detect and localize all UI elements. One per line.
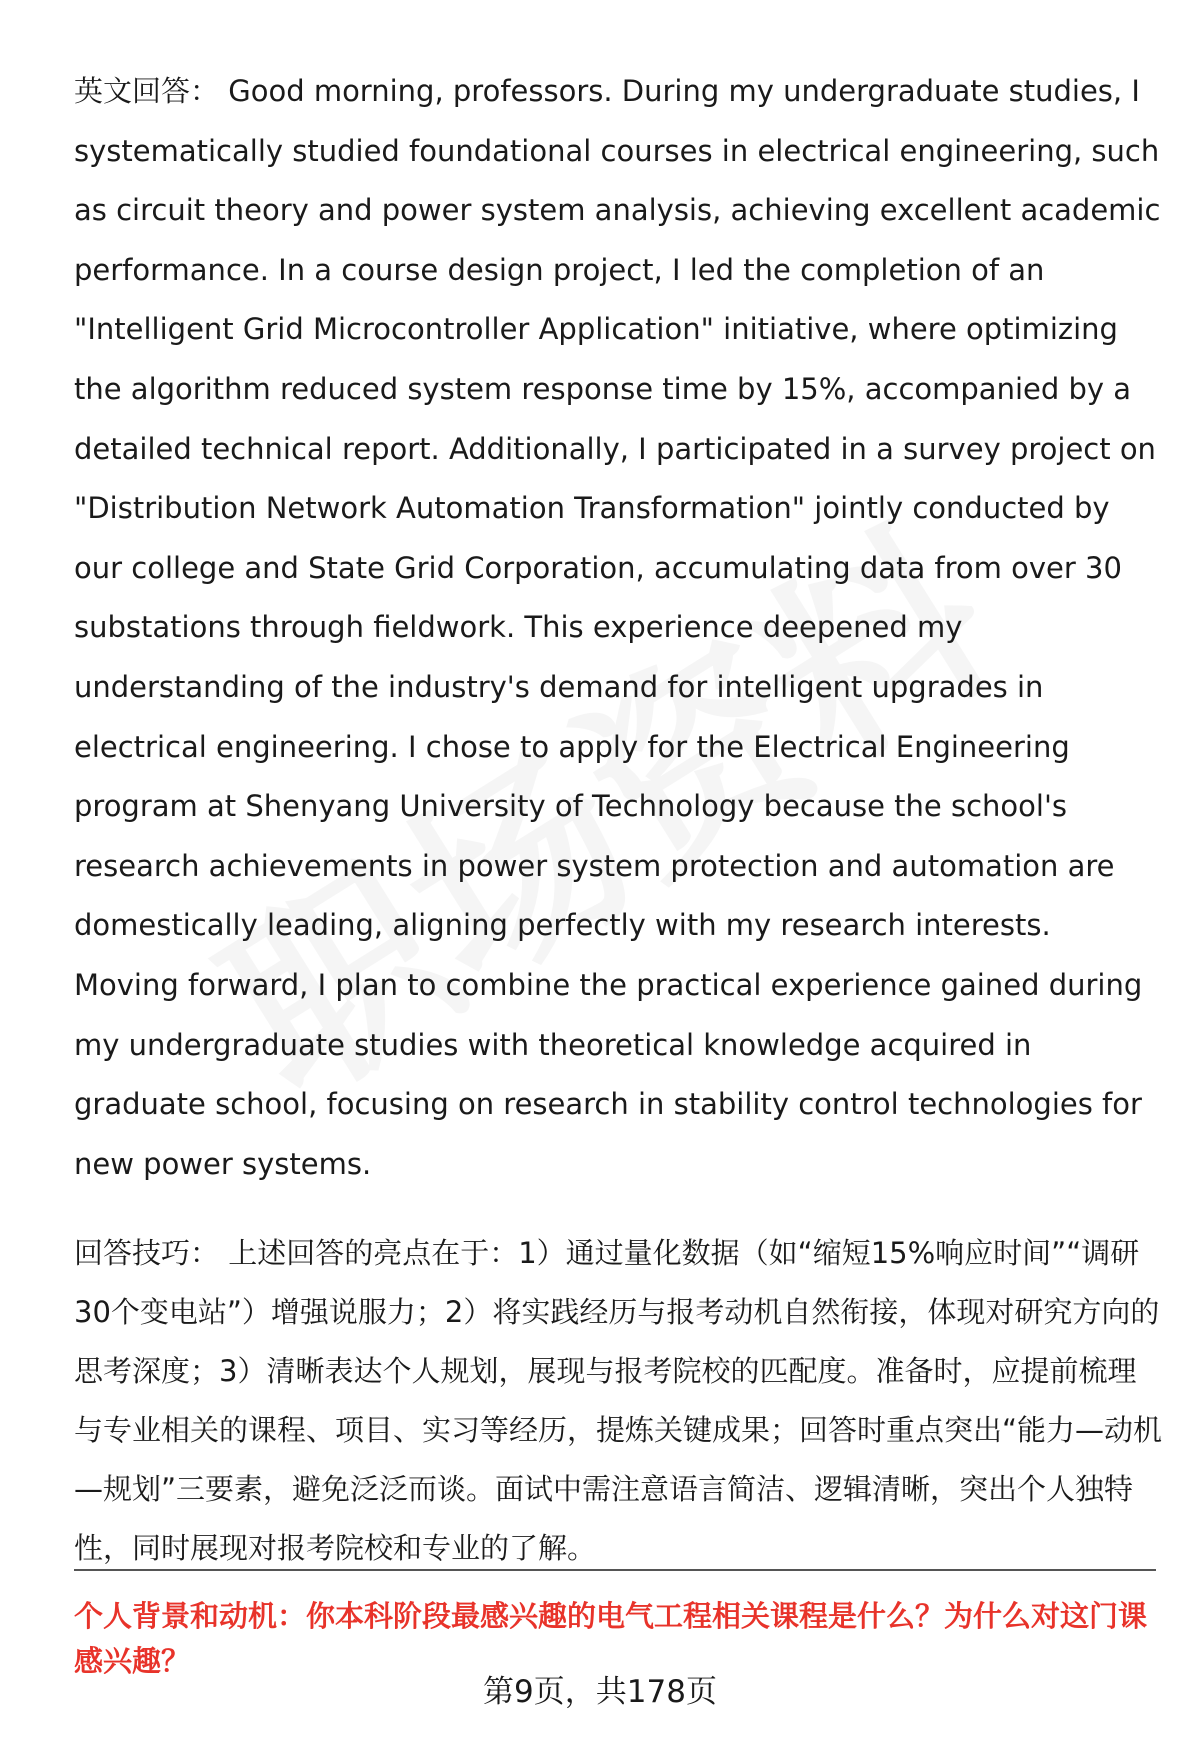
section-divider (74, 1569, 1156, 1571)
page-number-footer: 第9页，共178页 (483, 1674, 717, 1710)
next-question-heading: 个人背景和动机：你本科阶段最感兴趣的电气工程相关课程是什么？为什么对这门课感兴趣？ (74, 1599, 1148, 1678)
answer-tips-label: 回答技巧： (74, 1236, 220, 1271)
document-body (74, 62, 1164, 1607)
english-answer-paragraph (74, 62, 1164, 1194)
english-answer-text: Good morning, professors. During my undergraduate studies, I systematically studied foundational courses in electrical engineering, such as circuit theory and power system analysis, achieving excellent academic performance. In a course design project, I led the completion of an "Intelligent Grid Microcontroller Application" initiative, where optimizing the algorithm reduced system response time by 15%, accompanied by a detailed technical report. Additionally, I participated in a survey project on "Distribution Network Automation Transformation" jointly conducted by our college and State Grid Corporation, accumulating data from over 30 substations through fieldwork. This experience deepened my understanding of the industry's demand for intelligent upgrades in electrical engineering. I chose to apply for the Electrical Engineering program at Shenyang University of Technology because the school's research achievements in power system protection and automation are domestically leading, aligning perfectly with my research interests. Moving forward, I plan to combine the practical experience gained during my undergraduate studies with theoretical knowledge acquired in graduate school, focusing on research in stability control technologies for new power systems. (74, 74, 1161, 1181)
english-answer-label: 英文回答： (74, 74, 220, 108)
answer-tips-text: 上述回答的亮点在于：1）通过量化数据（如“缩短15%响应时间”“调研30个变电站”）增强说服力；2）将实践经历与报考动机自然衔接，体现对研究方向的思考深度；3）清晰表达个人规划，展现与报考院校的匹配度。准备时，应提前梳理与专业相关的课程、项目、实习等经历，提炼关键成果；回答时重点突出“能力—动机—规划”三要素，避免泛泛而谈。面试中需注意语言简洁、逻辑清晰，突出个人独特性，同时展现对报考院校和专业的了解。 (74, 1236, 1163, 1566)
answer-tips-paragraph (74, 1224, 1164, 1578)
